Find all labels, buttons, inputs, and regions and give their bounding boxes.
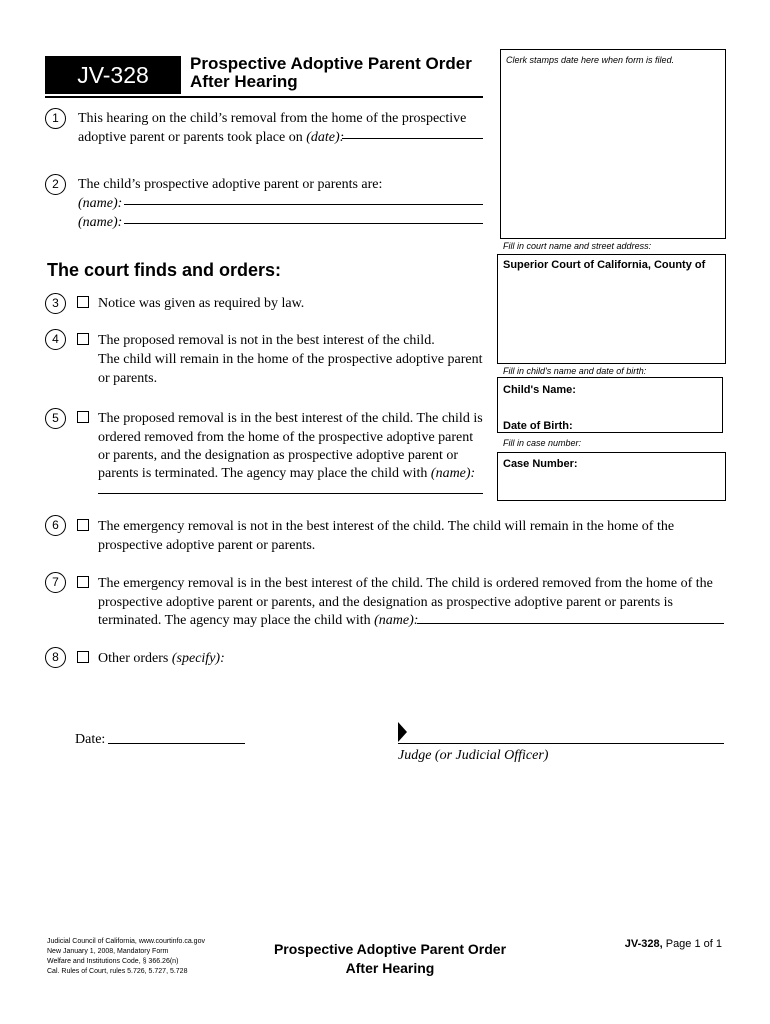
item-number-8: 8	[45, 647, 66, 668]
item-1-line2	[78, 128, 344, 147]
date-label: Date:	[75, 732, 106, 747]
child-dob-label: Date of Birth:	[503, 420, 573, 432]
item-6-line1: The emergency removal is not in the best interest of the child. The child will remain in the home of the	[98, 519, 675, 534]
item-2-name-label-2: (name):	[78, 215, 123, 230]
footer-citation-line2: New January 1, 2008, Mandatory Form	[47, 948, 169, 955]
footer-page-number	[610, 938, 722, 950]
item-5-line3: or parents, and the designation as prospective adoptive parent or	[98, 448, 458, 463]
section-title: The court finds and orders:	[47, 260, 282, 280]
item-8-label: Other orders	[98, 651, 172, 666]
item-1-date-label: (date):	[306, 130, 345, 145]
item-8-specify-label: (specify):	[171, 651, 225, 666]
footer-form-id: JV-328,	[624, 938, 663, 950]
item-5-name-label: (name):	[430, 466, 476, 481]
item-4-line1: The proposed removal is not in the best interest of the child.	[98, 333, 435, 348]
item-4-checkbox[interactable]	[77, 333, 89, 345]
item-number-7: 7	[45, 572, 66, 593]
hearing-date-field[interactable]	[342, 138, 483, 139]
item-7-line1: The emergency removal is in the best interest of the child. The child is ordered removed from the home of the	[98, 576, 713, 591]
child-instruction: Fill in child's name and date of birth:	[503, 366, 647, 376]
court-instruction: Fill in court name and street address:	[503, 241, 652, 251]
item-4-line2: The child will remain in the home of the prospective adoptive parent	[98, 352, 483, 367]
footer-page: Page 1 of 1	[662, 938, 722, 950]
item-6-checkbox[interactable]	[77, 519, 89, 531]
item-6-line2: prospective adoptive parent or parents.	[98, 538, 316, 553]
item-8-text	[98, 649, 225, 668]
form-title-line2: After Hearing	[190, 72, 298, 91]
item-7-line3-text: terminated. The agency may place the child with	[98, 613, 375, 628]
item-number-1: 1	[45, 108, 66, 129]
footer-title	[250, 940, 530, 978]
item-1-line2-text: adoptive parent or parents took place on	[78, 130, 307, 145]
footer-citation-line3: Welfare and Institutions Code, § 366.26(n)	[47, 958, 179, 965]
item-7-line2: prospective adoptive parent or parents, and the designation as prospective adoptive parent or parents is	[98, 595, 673, 610]
item-5-line1: The proposed removal is in the best interest of the child. The child is	[98, 411, 483, 426]
item-number-6: 6	[45, 515, 66, 536]
item-5-line2: ordered removed from the home of the prospective adoptive parent	[98, 430, 474, 445]
footer-citation	[47, 937, 205, 977]
footer-title-line2: After Hearing	[345, 960, 435, 976]
item-7-line3	[98, 611, 418, 630]
item-1-line1: This hearing on the child’s removal from the home of the prospective	[78, 111, 467, 126]
signature-arrow-icon	[398, 722, 408, 742]
footer-citation-line1: Judicial Council of California, www.courtinfo.ca.gov	[47, 938, 205, 945]
item-7-checkbox[interactable]	[77, 576, 89, 588]
judge-signature-field[interactable]	[398, 743, 724, 744]
item-3-checkbox[interactable]	[77, 296, 89, 308]
clerk-stamp-note: Clerk stamps date here when form is filed.	[506, 55, 675, 65]
item-number-2: 2	[45, 174, 66, 195]
form-title-line1: Prospective Adoptive Parent Order	[190, 54, 472, 73]
item-2-line1: The child’s prospective adoptive parent or parents are:	[78, 177, 383, 192]
case-number-label: Case Number:	[503, 458, 578, 470]
form-number-badge: JV-328	[45, 56, 181, 94]
item-5-checkbox[interactable]	[77, 411, 89, 423]
case-number-box[interactable]	[497, 452, 726, 501]
clerk-stamp-box	[500, 49, 726, 239]
title-rule	[45, 96, 483, 98]
item-7-name-label: (name):	[374, 613, 419, 628]
parent-name-field-1[interactable]	[124, 204, 483, 205]
case-instruction: Fill in case number:	[503, 438, 582, 448]
item-5-line4-text: parents is terminated. The agency may place the child with	[98, 466, 431, 481]
footer-citation-line4: Cal. Rules of Court, rules 5.726, 5.727, 5.728	[47, 968, 188, 975]
child-name-label: Child's Name:	[503, 384, 576, 396]
footer-title-line1: Prospective Adoptive Parent Order	[273, 941, 507, 957]
parent-name-field-2[interactable]	[124, 223, 483, 224]
item-5-name-field[interactable]	[98, 493, 483, 494]
court-label: Superior Court of California, County of	[503, 259, 706, 271]
item-number-3: 3	[45, 293, 66, 314]
item-5-line4	[98, 464, 475, 483]
judge-label: Judge (or Judicial Officer)	[398, 748, 549, 763]
item-number-5: 5	[45, 408, 66, 429]
child-info-box[interactable]	[497, 377, 723, 433]
item-number-4: 4	[45, 329, 66, 350]
court-name-box[interactable]	[497, 254, 726, 364]
form-title	[190, 55, 472, 91]
item-4-line3: or parents.	[98, 371, 158, 386]
item-8-checkbox[interactable]	[77, 651, 89, 663]
item-3-text: Notice was given as required by law.	[98, 296, 305, 311]
signature-date-field[interactable]	[108, 743, 245, 744]
item-2-name-label-1: (name):	[78, 196, 123, 211]
item-7-name-field[interactable]	[417, 623, 724, 624]
